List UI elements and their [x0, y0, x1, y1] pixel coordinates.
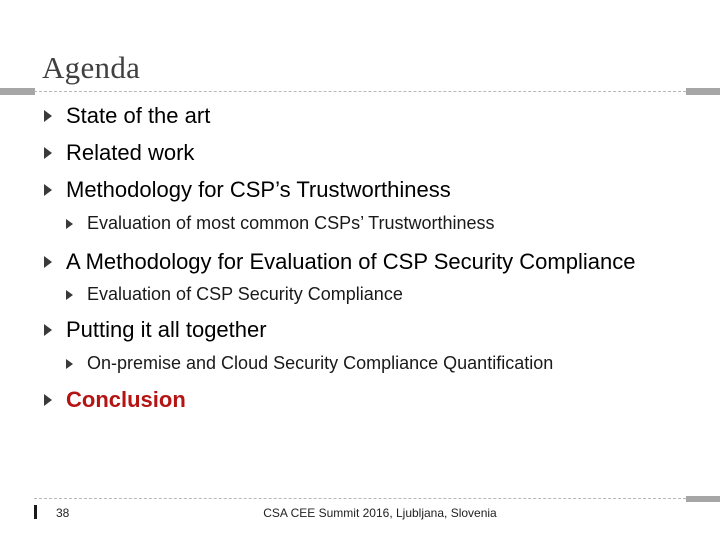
agenda-subitem-label: Evaluation of CSP Security Compliance: [87, 284, 403, 304]
agenda-subitem-evaluation-trustworthiness: [66, 213, 495, 234]
title-divider: [34, 91, 686, 92]
bullet-arrow-icon: [44, 256, 52, 268]
title-rule-left-block: [0, 88, 35, 95]
agenda-item-label: A Methodology for Evaluation of CSP Security Compliance: [66, 249, 636, 274]
agenda-subitem-quantification: [66, 353, 553, 374]
slide-title: Agenda: [42, 50, 141, 85]
agenda-item-methodology-security-compliance: [44, 249, 635, 275]
agenda-item-label: State of the art: [66, 103, 211, 128]
agenda-subitem-label: On-premise and Cloud Security Compliance Quantification: [87, 353, 554, 373]
agenda-item-putting-it-together: [44, 317, 267, 343]
agenda-item-conclusion: [44, 387, 186, 413]
bullet-arrow-icon: [66, 219, 73, 229]
agenda-item-label: Related work: [66, 140, 195, 165]
agenda-subitem-label: Evaluation of most common CSPs’ Trustworthiness: [87, 213, 495, 233]
agenda-item-state-of-the-art: [44, 103, 210, 129]
title-rule-right-block: [686, 88, 720, 95]
bullet-arrow-icon: [44, 324, 52, 336]
footer-rule-right-block: [686, 496, 720, 502]
agenda-item-methodology-trustworthiness: [44, 177, 451, 203]
bullet-arrow-icon: [44, 110, 52, 122]
agenda-subitem-evaluation-security-compliance: [66, 284, 403, 305]
agenda-item-label: Putting it all together: [66, 317, 267, 342]
bullet-arrow-icon: [66, 359, 73, 369]
agenda-item-label-highlighted: Conclusion: [66, 387, 186, 412]
agenda-item-label: Methodology for CSP’s Trustworthiness: [66, 177, 451, 202]
bullet-arrow-icon: [66, 290, 73, 300]
footer-divider: [34, 498, 686, 499]
bullet-arrow-icon: [44, 147, 52, 159]
bullet-arrow-icon: [44, 184, 52, 196]
agenda-item-related-work: [44, 140, 194, 166]
bullet-arrow-icon: [44, 394, 52, 406]
footer-text: CSA CEE Summit 2016, Ljubljana, Slovenia: [263, 506, 497, 520]
page-number: 38: [56, 506, 70, 520]
